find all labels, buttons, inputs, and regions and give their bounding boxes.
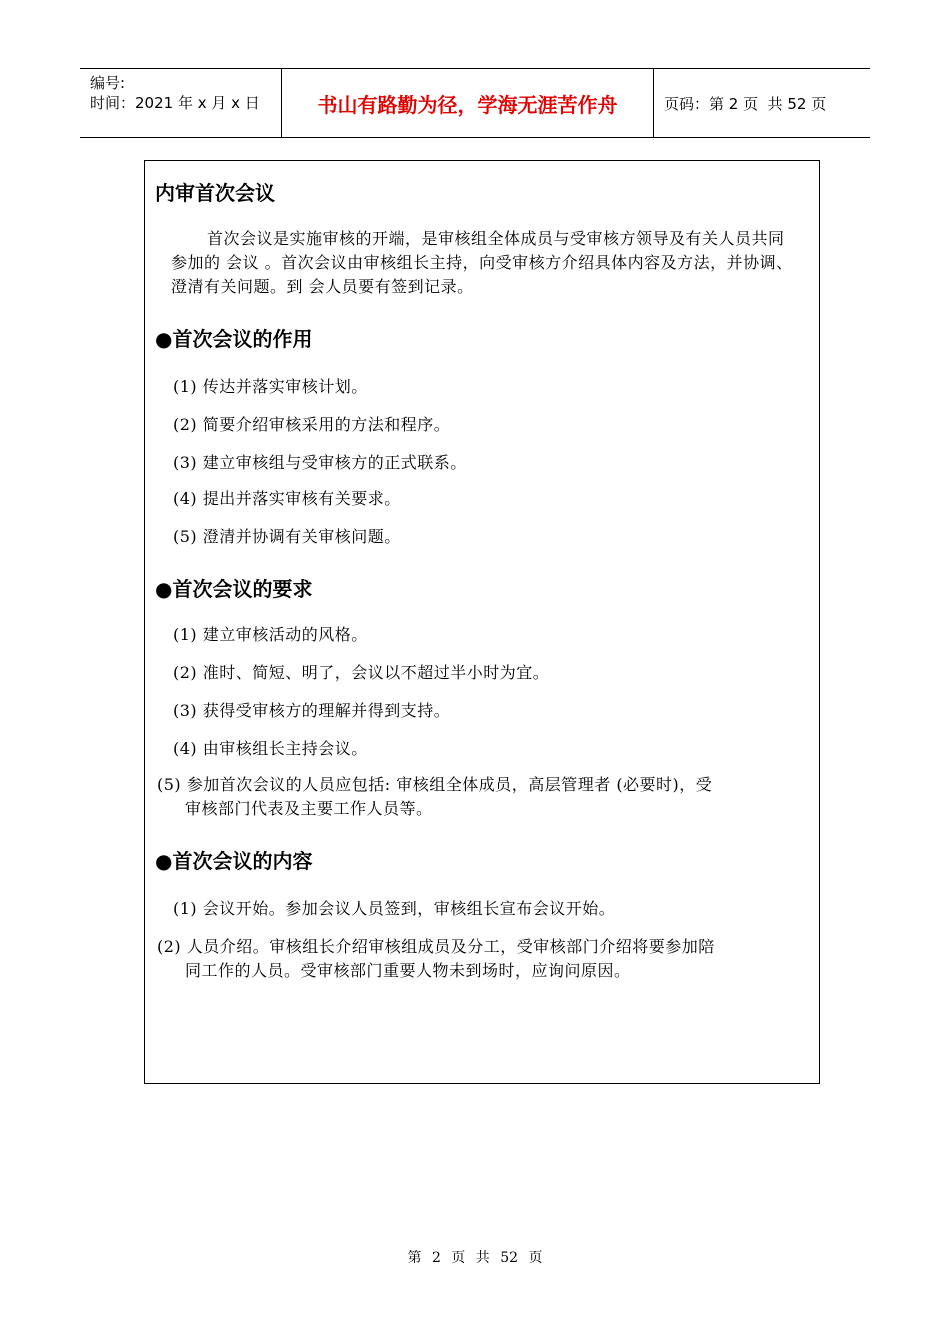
list-item: (2) 简要介绍审核采用的方法和程序。 bbox=[173, 415, 451, 434]
header-motto: 书山有路勤为径，学海无涯苦作舟 bbox=[282, 69, 654, 137]
section-heading-purpose: ●首次会议的作用 bbox=[155, 327, 313, 351]
list-item: (5) 澄清并协调有关审核问题。 bbox=[173, 527, 401, 546]
page-footer: 第 2 页 共 52 页 bbox=[407, 1250, 543, 1266]
intro-paragraph bbox=[171, 227, 793, 299]
list-item-line: 审核部门代表及主要工作人员等。 bbox=[185, 799, 433, 818]
list-item: (1) 会议开始。参加会议人员签到，审核组长宣布会议开始。 bbox=[173, 899, 616, 918]
page-header bbox=[80, 68, 870, 138]
list-item: (2) 准时、简短、明了，会议以不超过半小时为宜。 bbox=[173, 663, 550, 682]
list-item: (4) 提出并落实审核有关要求。 bbox=[173, 489, 401, 508]
page-title: 内审首次会议 bbox=[155, 181, 275, 205]
list-item bbox=[157, 935, 797, 983]
header-meta bbox=[80, 69, 282, 137]
list-item-line: (2) 人员介绍。审核组长介绍审核组成员及分工，受审核部门介绍将要参加陪 bbox=[157, 937, 715, 956]
document-date: 时间：2021 年 x 月 x 日 bbox=[90, 94, 260, 112]
section-heading-content: ●首次会议的内容 bbox=[155, 849, 313, 873]
list-item: (3) 获得受审核方的理解并得到支持。 bbox=[173, 701, 451, 720]
intro-text: 首次会议是实施审核的开端，是审核组全体成员与受审核方领导及有关人员共同参加的 会议 。首次会议由审核组长主持，向受审核方介绍具体内容及方法，并协调、澄清有关问题。到 会人员要有签到记录。 bbox=[171, 229, 793, 296]
section-heading-requirements: ●首次会议的要求 bbox=[155, 577, 313, 601]
list-item-line: 同工作的人员。受审核部门重要人物未到场时，应询问原因。 bbox=[185, 961, 631, 980]
list-item: (1) 传达并落实审核计划。 bbox=[173, 377, 368, 396]
header-page-info: 页码：第 2 页 共 52 页 bbox=[664, 94, 827, 113]
content-box bbox=[144, 160, 820, 1084]
list-item bbox=[157, 773, 797, 821]
list-item: (1) 建立审核活动的风格。 bbox=[173, 625, 368, 644]
list-item-line: (5) 参加首次会议的人员应包括: 审核组全体成员，高层管理者 (必要时)，受 bbox=[157, 775, 713, 794]
list-item: (3) 建立审核组与受审核方的正式联系。 bbox=[173, 453, 467, 472]
document-number-label: 编号: bbox=[90, 74, 126, 92]
list-item: (4) 由审核组长主持会议。 bbox=[173, 739, 368, 758]
